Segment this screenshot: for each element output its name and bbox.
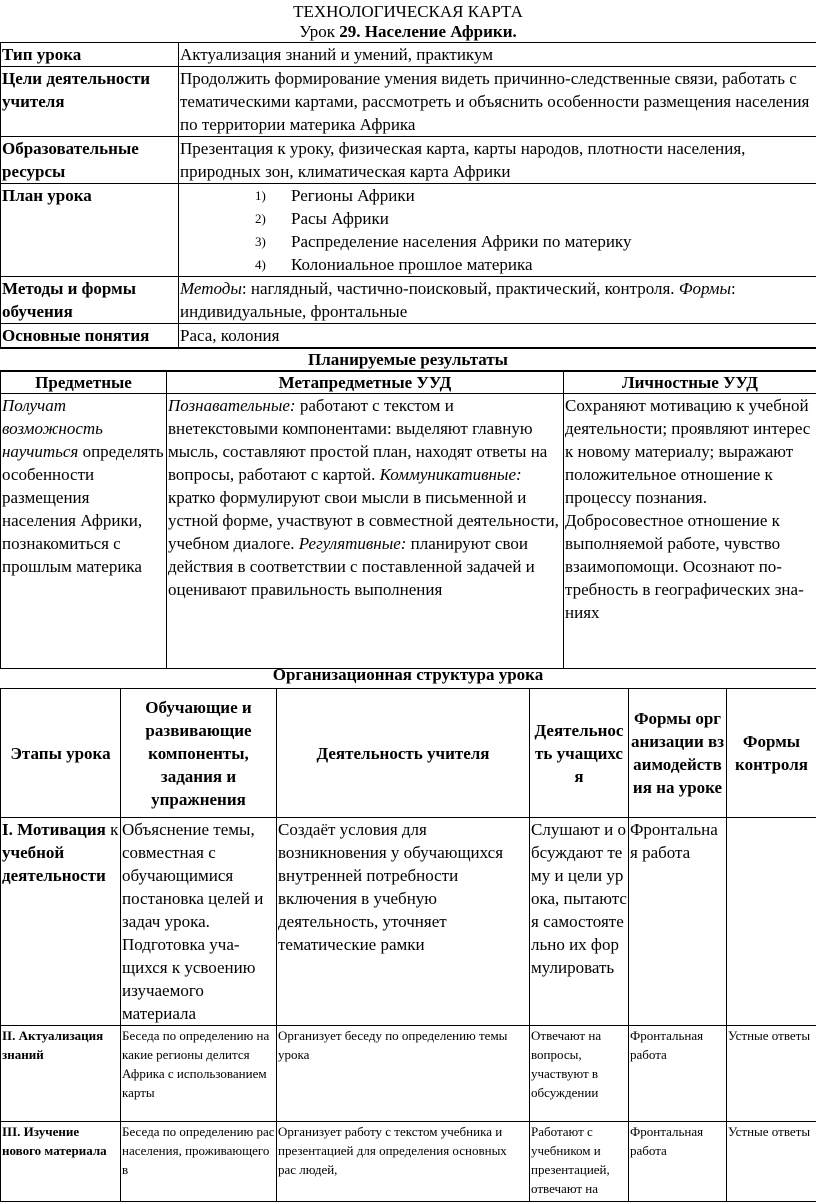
- control-cell: [727, 818, 816, 1026]
- forms-cell: Фронтальная работа: [629, 1026, 727, 1122]
- lesson-heading: [0, 22, 816, 42]
- concepts-value: Раса, колония: [179, 324, 816, 348]
- col-control: Формы контроля: [727, 689, 816, 818]
- forms-cell: Фронтальная работа: [629, 818, 727, 1026]
- plan-text: Расы Африки: [291, 209, 389, 228]
- col-personal: Личностные УУД: [564, 372, 816, 394]
- col-meta: Метапредметные УУД: [167, 372, 564, 394]
- cog-label: Познавательные:: [168, 396, 296, 415]
- comm-label: Коммуникативные:: [380, 465, 522, 484]
- reg-text: планируют свои действия в соответствии с поставленной задачей и оценивают правильность выполнения: [168, 534, 535, 599]
- plan-number: 1): [255, 184, 266, 207]
- list-item: [179, 230, 816, 253]
- plan-number: 3): [255, 230, 266, 253]
- meta-results: [167, 394, 564, 669]
- table-row: [1, 184, 816, 277]
- stage-bold: I. Мотивация: [2, 820, 106, 839]
- comm-text: кратко формулируют свои мысли в письменной и устной форме, участвуют в совместной деятельности, учебном диалоге.: [168, 488, 559, 553]
- cog-text: работают с текстом и внетекстовыми компонентами: выделяют главную мысль, составляют простой план, находят ответы на вопросы, работают с картой.: [168, 396, 547, 484]
- forms-cell: Фронтальная работа: [629, 1122, 727, 1202]
- resources-value: Презентация к уроку, физическая карта, карты народов, плотности населения, природных зон, климатическая карта Африки: [179, 137, 816, 184]
- forms-italic: Формы: [679, 279, 731, 298]
- col-teacher: Деятельность учителя: [277, 689, 530, 818]
- table-row: [1, 277, 816, 324]
- plan-text: Регионы Африки: [291, 186, 415, 205]
- table-row: [1, 67, 816, 137]
- plan-cell: [179, 184, 816, 277]
- results-table: [0, 371, 816, 669]
- table-row: [1, 324, 816, 348]
- plan-label: План урока: [1, 184, 179, 277]
- personal-results: Сохраняют мотивацию к учебной деятельности; проявляют интерес к новому материалу; выражают положительное отношение к процессу познания. Добросовестное отношение к выполняемой работе, чувство взаимопомощи. Осознают потребность в географических знаниях: [564, 394, 816, 669]
- plan-list: [179, 184, 816, 276]
- list-item: [179, 253, 816, 276]
- goals-label: Цели деятельности учителя: [1, 67, 179, 137]
- teacher-cell: Организует работу с текстом учебника и презентацией для определения основных рас людей,: [277, 1122, 530, 1202]
- reg-label: Регулятивные:: [299, 534, 407, 553]
- teacher-cell: Создаёт условия для возникновения у обучающихся внутренней потребности включения в учебную деятельность, уточняет тематические рамки: [277, 818, 530, 1026]
- methods-value: [179, 277, 816, 324]
- plan-text: Распределение населения Африки по материку: [291, 232, 631, 251]
- table-row: [1, 1122, 816, 1202]
- table-row: [1, 689, 816, 818]
- plan-number: 2): [255, 207, 266, 230]
- stage-bold2: учебной деятельности: [2, 843, 106, 885]
- subject-text: определять особенности размещения населения Африки, познакомиться с прошлым материка: [2, 442, 164, 576]
- components-cell: Объяснение темы, совместная с обучающимися постановка целей и задач урока. Подготовка учащихся к усвоению изучаемого материала: [121, 818, 277, 1026]
- col-stages: Этапы урока: [1, 689, 121, 818]
- doc-title: ТЕХНОЛОГИЧЕСКАЯ КАРТА: [0, 2, 816, 22]
- structure-title: Организационная структура урока: [0, 664, 816, 686]
- components-cell: Беседа по определению на какие регионы делится Африка с использованием карты: [121, 1026, 277, 1122]
- stage-cell: III. Изучение нового материала: [1, 1122, 121, 1202]
- methods-label: Методы и формы обучения: [1, 277, 179, 324]
- concepts-label: Основные понятия: [1, 324, 179, 348]
- col-forms: Формы организации взаимодействия на уроке: [629, 689, 727, 818]
- results-title: Планируемые результаты: [0, 348, 816, 371]
- col-students: Деятельность учащихся: [530, 689, 629, 818]
- goals-value: Продолжить формирование умения видеть причинно-следственные связи, работать с тематическими картами, рассмотреть и объяснить особенности размещения населения по территории материка Африка: [179, 67, 816, 137]
- forms-text: : индивидуальные, фронтальные: [180, 279, 736, 321]
- students-cell: Работают с учебником и презентацией, отвечают на: [530, 1122, 629, 1202]
- methods-text: : наглядный, частично-поисковый, практический, контроля.: [242, 279, 679, 298]
- resources-label: Образовательные ресурсы: [1, 137, 179, 184]
- table-row: [1, 372, 816, 394]
- table-row: [1, 394, 816, 669]
- students-cell: Слушают и обсуждают тему и цели урока, пытаются самостоятельно их формулировать: [530, 818, 629, 1026]
- table-row: [1, 1026, 816, 1122]
- stage-cell: II. Актуализация знаний: [1, 1026, 121, 1122]
- table-row: [1, 43, 816, 67]
- control-cell: Устные ответы: [727, 1122, 816, 1202]
- list-item: [179, 184, 816, 207]
- structure-table: [0, 688, 816, 1202]
- lesson-prefix: Урок: [299, 22, 339, 41]
- list-item: [179, 207, 816, 230]
- table-row: [1, 818, 816, 1026]
- lesson-title: 29. Население Африки.: [339, 22, 516, 41]
- lesson-info-table: [0, 42, 816, 348]
- methods-italic: Методы: [180, 279, 242, 298]
- teacher-cell: Организует беседу по определению темы урока: [277, 1026, 530, 1122]
- plan-number: 4): [255, 253, 266, 276]
- type-label: Тип урока: [1, 43, 179, 67]
- subject-italic: Получат возможность научиться: [2, 396, 103, 461]
- subject-results: [1, 394, 167, 669]
- stage-mid: к: [106, 820, 119, 839]
- control-cell: Устные ответы: [727, 1026, 816, 1122]
- type-value: Актуализация знаний и умений, практикум: [179, 43, 816, 67]
- components-cell: Беседа по определению рас населения, проживающего в: [121, 1122, 277, 1202]
- stage-cell: [1, 818, 121, 1026]
- plan-text: Колониальное прошлое материка: [291, 255, 533, 274]
- students-cell: Отвечают на вопросы, участвуют в обсуждении: [530, 1026, 629, 1122]
- col-components: Обучающие и развивающие компоненты, задания и упражнения: [121, 689, 277, 818]
- col-subject: Предметные: [1, 372, 167, 394]
- table-row: [1, 137, 816, 184]
